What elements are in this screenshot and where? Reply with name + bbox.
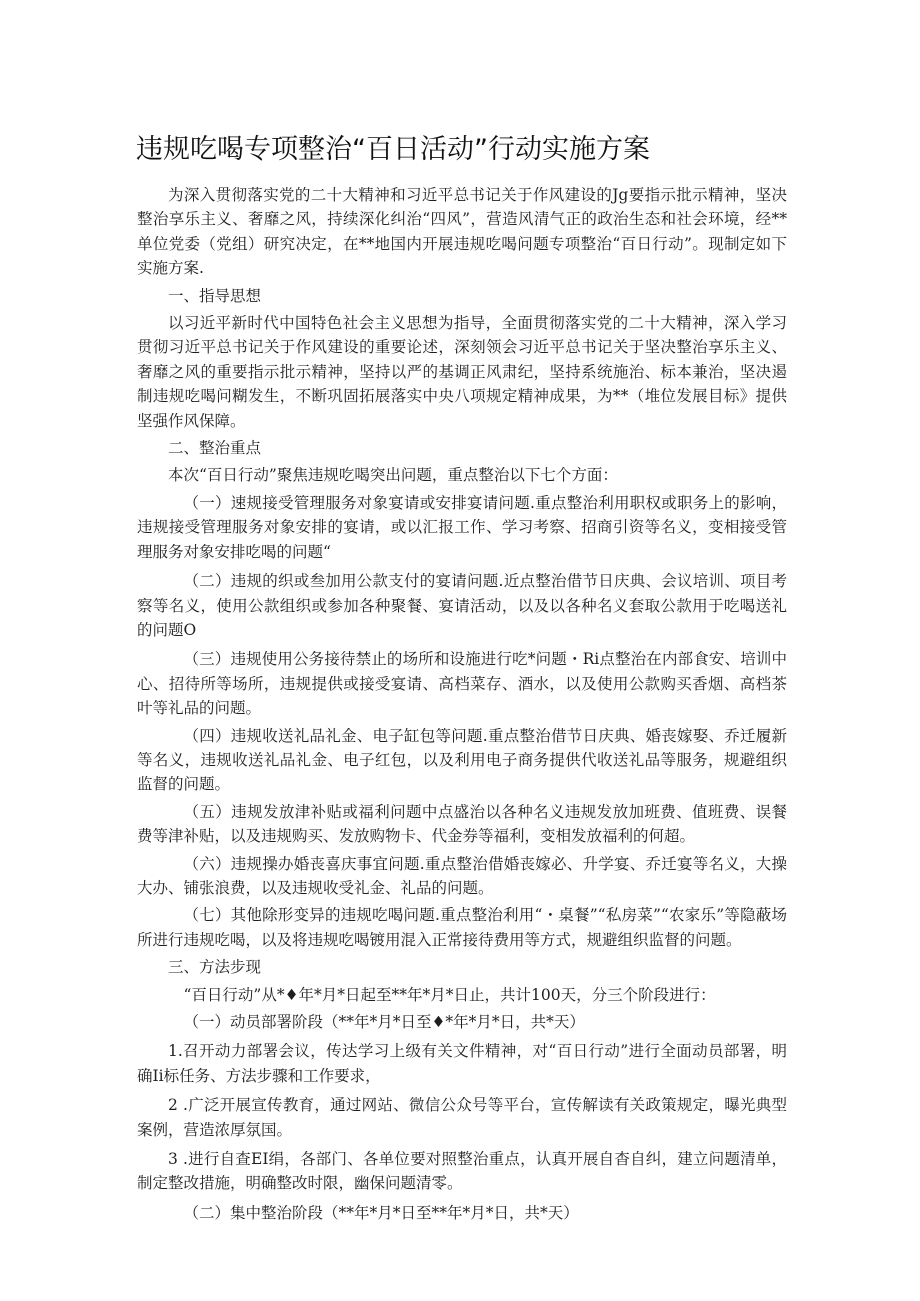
key-point-item: （五）违规发放津补贴或福利问题中点盛治以各种名义违规发放加班费、值班费、误餐费等津补贴，以及违规购买、发放购物卡、代金券等福利，变相发放福利的何超。 xyxy=(137,802,787,846)
key-point-item: （七）其他除形变异的违规吃喝问题.重点整治利用“・桌餐”“私房菜”“农家乐”等隐蔽场所进行违规吃喝，以及将违规吃喝镀用混入正常接待费用等方式，规避组织监督的问题。 xyxy=(137,906,787,949)
section-heading-guiding-ideology: 一、指导思想 xyxy=(168,286,262,305)
key-point-item: （四）违规收送礼品礼金、电子缸包等问题.重点整治借节日庆典、婚丧嫁娶、乔迁履新等名义，违规收送礼品礼金、电子红包，以及利用电子商务提供代收送礼品等服务，规避组织监督的问题。 xyxy=(137,726,787,794)
guiding-ideology-paragraph: 以习近平新时代中国特色社会主义思想为指导，全面贯彻落实党的二十大精神，深入学习贯彻习近平总书记关于作风建设的重要论述，深刻领会习近平总书记关于坚决整治享乐主义、奢靡之风的重要指示批示精神，坚持以严的基调正风肃纪，坚持系统施治、标本兼治，坚决遏制违规吃喝问糊发生，不断巩固拓展落实中央八项规定精神成果，为**（堆位发展目标》提供坚强作风保障。 xyxy=(137,314,787,430)
phase-heading-mobilization: （一）动员部署阶段（**年*月*日至♦*年*月*日，共*天） xyxy=(183,1013,585,1031)
document-title: 违规吃喝专项整治“百日活动”行动实施方案 xyxy=(136,134,650,165)
phase-heading-concentrated-rectification: （二）集中整治阶段（**年*月*日至**年*月*日，共*天） xyxy=(183,1203,579,1222)
key-point-item: （一）速规接受管理服务对象宴请或安排宴请问题.重点整治利用职权或职务上的影响，违规接受管理服务对象安排的宴请，或以汇报工作、学习考察、招商引资等名义，变相接受管理服务对象安排吃喝的问题“ xyxy=(137,493,787,561)
phase-step-item: 1.召开动力部署会议，传达学习上级有关文件精神，对“百日行动”进行全面动员部署，明确Ii标任务、方法步骤和工作要求， xyxy=(137,1042,787,1085)
intro-paragraph: 为深入贯彻落实党的二十大精神和习近平总书记关于作风建设的Jg要指示批示精神，坚决整治享乐主义、奢靡之风，持续深化纠治“四风”，营造风清气正的政治生态和社会环境，经**单位党委（党组）研究决定，在**地国内开展违规吃喝问题专项整治“百日行动”。现制定如下实施方案. xyxy=(137,186,787,278)
key-points-lead: 本次“百日行动”聚焦违规吃喝突出问题，重点整治以下七个方面： xyxy=(168,466,618,485)
key-point-item: （三）违规使用公务接待禁止的场所和设施进行吃*问题・Ri点整治在内部食安、培训中心、招待所等场所，违规提供或接受宴请、高档菜存、酒水，以及使用公款购买香烟、高档茶叶等礼品的问题。 xyxy=(137,650,787,718)
section-heading-key-points: 二、整治重点 xyxy=(168,439,262,458)
methods-steps-lead: “百日行动”从*♦年*月*日起至**年*月*日止，共计100天，分三个阶段进行： xyxy=(183,985,716,1004)
section-heading-methods-steps: 三、方法步现 xyxy=(168,958,262,977)
key-point-item: （六）违规操办婚丧喜庆事宜问题.重点整治借婚丧嫁必、升学宴、乔迁宴等名义，大操大办、铺张浪费，以及违规收受礼金、礼品的问题。 xyxy=(137,854,787,897)
document-body xyxy=(137,183,787,1225)
phase-step-item: 2 .广泛开展宣传教育，通过网站、微信公众号等平台，宣传解读有关政策规定，曝光典型案例，营造浓厚氛国。 xyxy=(137,1096,787,1139)
key-point-item: （二）违规的织或叁加用公款支付的宴请问题.近点整治借节日庆典、会议培训、项目考察等名义，使用公款组织或参加各种聚餐、宴请活动，以及以各种名义套取公款用于吃喝送礼的问题O xyxy=(137,572,787,639)
phase-step-item: 3 .进行自查EI绢，各部门、各单位要对照整治重点，认真开展自杳自纠，建立问题清单，制定整改措施，明确整改时限，幽保问题清零。 xyxy=(137,1150,787,1193)
